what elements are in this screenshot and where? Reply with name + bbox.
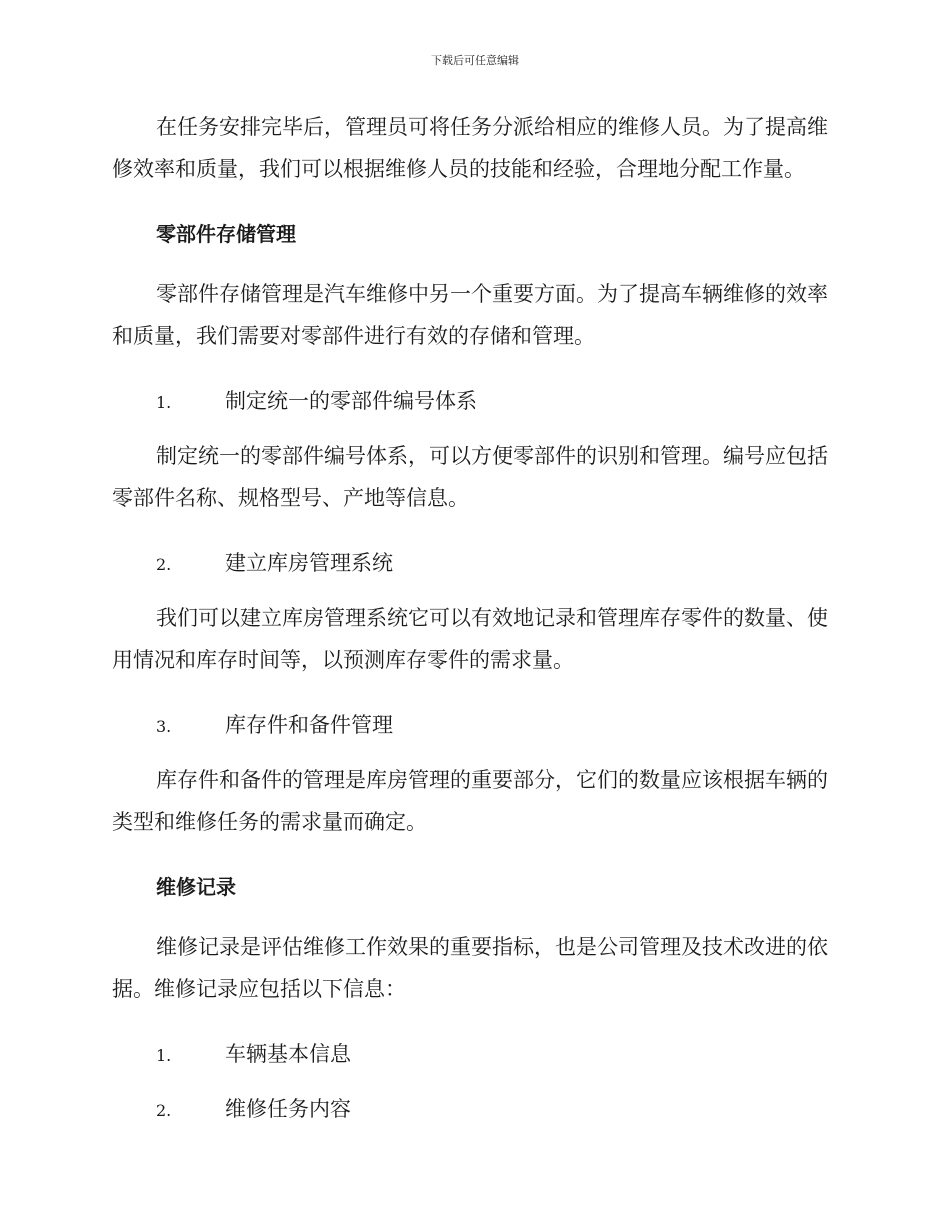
paragraph-maintenance-records: 维修记录是评估维修工作效果的重要指标，也是公司管理及技术改进的依据。维修记录应包括以下信息：: [112, 935, 828, 1001]
list-item-numbering-system: [112, 380, 832, 424]
list-item-vehicle-info: [112, 1033, 832, 1077]
list-item-inventory-spare-parts: [112, 704, 832, 748]
paragraph-numbering-system: 制定统一的零部件编号体系，可以方便零部件的识别和管理。编号应包括零部件名称、规格型号、产地等信息。: [112, 444, 828, 510]
list-number: 2.: [156, 1101, 172, 1120]
list-text: 库存件和备件管理: [225, 713, 393, 737]
list-number: 2.: [156, 555, 172, 574]
list-text: 制定统一的零部件编号体系: [225, 389, 477, 413]
list-text: 维修任务内容: [225, 1097, 351, 1121]
list-item-task-content: [112, 1088, 832, 1132]
list-text: 建立库房管理系统: [225, 551, 393, 575]
paragraph-warehouse-system: 我们可以建立库房管理系统它可以有效地记录和管理库存零件的数量、使用情况和库存时间等，以预测库存零件的需求量。: [112, 606, 828, 672]
list-number: 1.: [156, 393, 172, 412]
document-body: [112, 106, 832, 1143]
paragraph-parts-storage-intro: 零部件存储管理是汽车维修中另一个重要方面。为了提高车辆维修的效率和质量，我们需要对零部件进行有效的存储和管理。: [112, 282, 828, 348]
section-heading-maintenance-records: 维修记录: [156, 875, 236, 899]
list-number: 1.: [156, 1046, 172, 1065]
section-heading-parts-storage: 零部件存储管理: [156, 222, 296, 246]
list-item-warehouse-system: [112, 542, 832, 586]
list-text: 车辆基本信息: [225, 1042, 351, 1066]
paragraph-task-assignment: 在任务安排完毕后，管理员可将任务分派给相应的维修人员。为了提高维修效率和质量，我们可以根据维修人员的技能和经验，合理地分配工作量。: [112, 115, 828, 181]
list-number: 3.: [156, 717, 172, 736]
page-header: 下载后可任意编辑: [431, 54, 519, 67]
paragraph-inventory-spare-parts: 库存件和备件的管理是库房管理的重要部分，它们的数量应该根据车辆的类型和维修任务的需求量而确定。: [112, 768, 828, 834]
